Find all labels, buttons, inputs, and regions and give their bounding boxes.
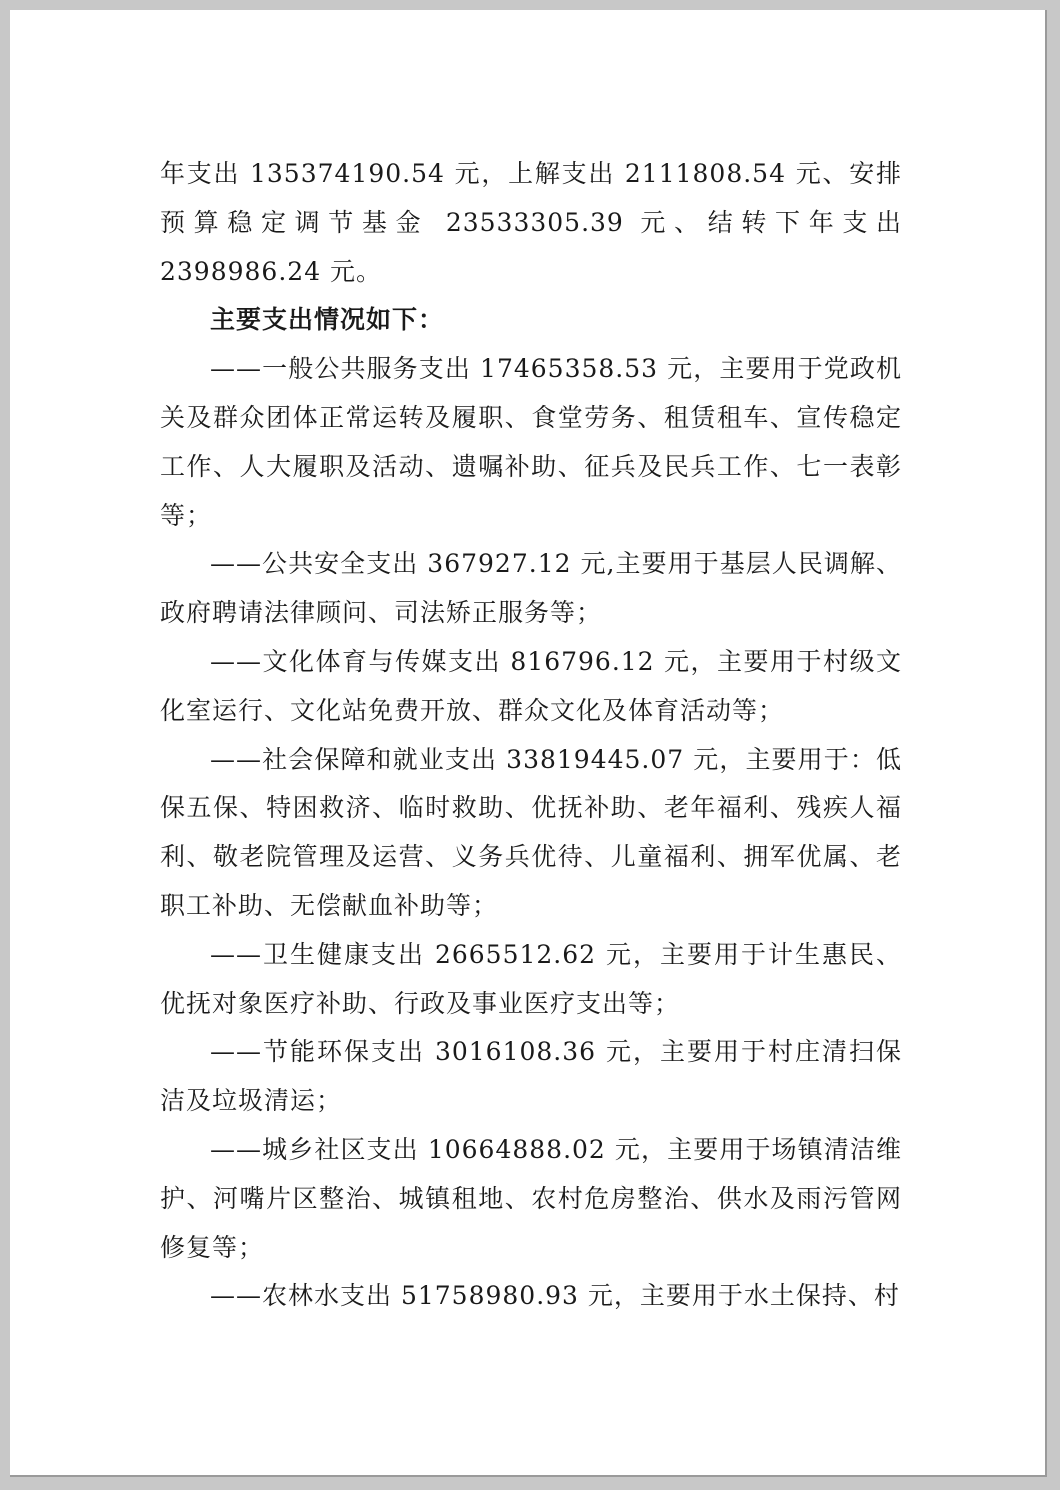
paragraph-general-public-services: ——一般公共服务支出 17465358.53 元，主要用于党政机关及群众团体正常运转及履职、食堂劳务、租赁租车、宣传稳定工作、人大履职及活动、遗嘱补助、征兵及民兵工作、七一表彰等； <box>160 354 902 530</box>
paragraph-culture-sports-media: ——文化体育与传媒支出 816796.12 元，主要用于村级文化室运行、文化站免费开放、群众文化及体育活动等； <box>160 646 902 725</box>
paragraph-public-security: ——公共安全支出 367927.12 元,主要用于基层人民调解、政府聘请法律顾问、司法矫正服务等； <box>160 549 902 628</box>
paragraph-agriculture-forestry-water: ——农林水支出 51758980.93 元，主要用于水土保持、村 <box>210 1281 900 1311</box>
paragraph-energy-environment: ——节能环保支出 3016108.36 元，主要用于村庄清扫保洁及垃圾清运； <box>160 1037 902 1116</box>
document-body <box>160 150 902 1321</box>
paragraph-carryover: 年支出 135374190.54 元，上解支出 2111808.54 元、安排预算稳定调节基金 23533305.39 元、结转下年支出 2398986.24 元。 <box>160 159 902 286</box>
paragraph-urban-rural-community: ——城乡社区支出 10664888.02 元，主要用于场镇清洁维护、河嘴片区整治、城镇租地、农村危房整治、供水及雨污管网修复等； <box>160 1134 902 1262</box>
paragraph-health: ——卫生健康支出 2665512.62 元，主要用于计生惠民、优抚对象医疗补助、行政及事业医疗支出等； <box>160 939 902 1018</box>
document-page <box>10 10 1047 1477</box>
paragraph-social-security-employment: ——社会保障和就业支出 33819445.07 元，主要用于：低保五保、特困救济、临时救助、优抚补助、老年福利、残疾人福利、敬老院管理及运营、义务兵优待、儿童福利、拥军优属、老职工补助、无偿献血补助等； <box>160 744 902 920</box>
paragraph-main-heading: 主要支出情况如下： <box>210 305 445 335</box>
